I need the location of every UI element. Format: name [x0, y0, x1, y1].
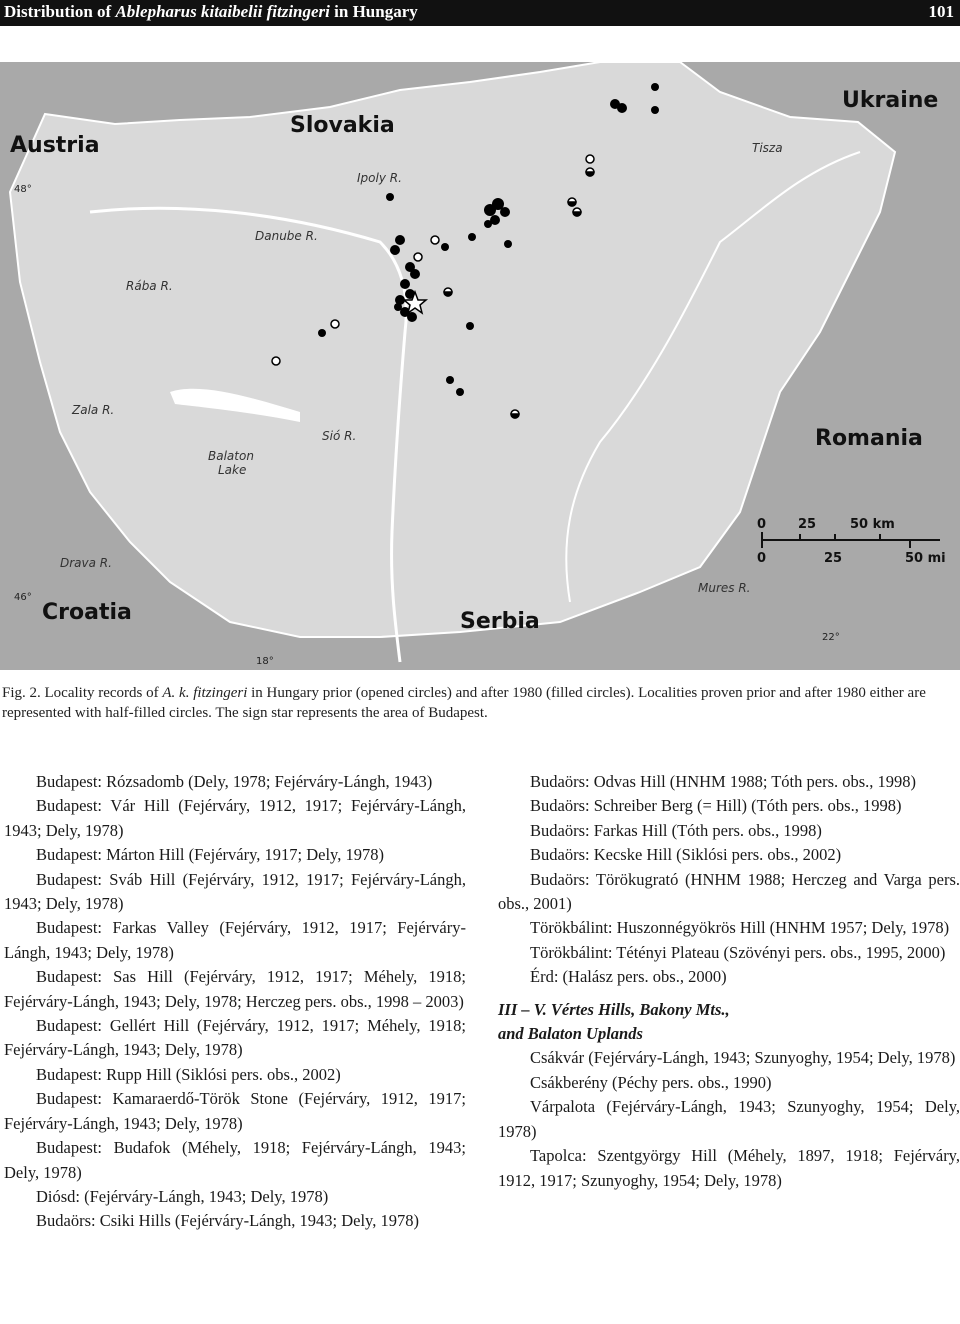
svg-text:25: 25 — [824, 551, 843, 566]
record-entry: Csákvár (Fejérváry-Lángh, 1943; Szunyoghy, 1954; Dely, 1978) — [530, 1048, 956, 1068]
label-serbia: Serbia — [460, 609, 540, 634]
label-zala: Zala R. — [72, 403, 115, 417]
label-mures: Mures R. — [698, 581, 751, 595]
svg-text:0: 0 — [757, 551, 767, 566]
record-entry: Budaörs: Törökugrató (HNHM 1988; Herczeg and Varga pers. obs., 2001) — [498, 869, 960, 914]
svg-text:0: 0 — [757, 517, 767, 532]
record-entry: Budaörs: Kecske Hill (Siklósi pers. obs., 2002) — [530, 845, 842, 865]
coord-48: 48° — [14, 184, 32, 195]
label-sio: Sió R. — [322, 429, 357, 443]
left-column — [4, 770, 466, 1234]
record-entry: Budaörs: Farkas Hill (Tóth pers. obs., 1998) — [530, 820, 822, 840]
label-drava: Drava R. — [60, 556, 112, 570]
svg-text:25: 25 — [798, 517, 817, 532]
record-entry: Tapolca: Szentgyörgy Hill (Méhely, 1897, 1918; Fejérváry, 1912, 1917; Szunyoghy, 1954; Dely, 1978) — [498, 1146, 960, 1190]
header-title: Distribution of Ablepharus kitaibelii fitzingeri in Hungary — [4, 2, 418, 21]
running-header — [0, 0, 960, 26]
label-danube: Danube R. — [255, 229, 318, 243]
svg-text:50 mi: 50 mi — [905, 551, 946, 566]
record-entry: Diósd: (Fejérváry-Lángh, 1943; Dely, 1978) — [36, 1186, 329, 1206]
label-raba: Rába R. — [126, 279, 173, 293]
svg-text:50 km: 50 km — [850, 517, 895, 532]
record-entry: Törökbálint: Huszonnégyökrös Hill (HNHM 1957; Dely, 1978) — [530, 918, 950, 938]
figure-label: Fig. 2. — [2, 685, 41, 701]
label-romania: Romania — [815, 426, 923, 451]
record-entry: Budapest: Farkas Valley (Fejérváry, 1912, 1917; Fejérváry-Lángh, 1943; Dely, 1978) — [4, 918, 466, 962]
record-entry: Budapest: Sas Hill (Fejérváry, 1912, 1917; Méhely, 1918; Fejérváry-Lángh, 1943; Dely, 1978; Herczeg pers. obs., 1998 – 2003) — [4, 967, 466, 1011]
record-entry: Budapest: Budafok (Méhely, 1918; Fejérváry-Lángh, 1943; Dely, 1978) — [4, 1138, 466, 1182]
caption-species: A. k. fitzingeri — [162, 685, 248, 701]
record-entry: Budaörs: Odvas Hill (HNHM 1988; Tóth pers. obs., 1998) — [530, 772, 917, 791]
label-tisza: Tisza — [752, 141, 783, 155]
record-entry: Várpalota (Fejérváry-Lángh, 1943; Szunyoghy, 1954; Dely, 1978) — [498, 1097, 960, 1141]
label-slovakia: Slovakia — [290, 113, 395, 138]
section-heading: III – V. Vértes Hills, Bakony Mts., and Balaton Uplands — [498, 999, 730, 1044]
distribution-map — [0, 62, 960, 670]
coord-22: 22° — [822, 632, 840, 643]
record-entry: Budapest: Gellért Hill (Fejérváry, 1912, 1917; Méhely, 1918; Fejérváry-Lángh, 1943; Dely, 1978) — [4, 1016, 466, 1060]
label-croatia: Croatia — [42, 600, 132, 625]
record-entry: Törökbálint: Tétényi Plateau (Szövényi pers. obs., 1995, 2000) — [530, 942, 946, 962]
record-entry: Budapest: Rupp Hill (Siklósi pers. obs., 2002) — [36, 1064, 341, 1084]
label-lake: Lake — [218, 463, 247, 477]
record-entry: Budapest: Rózsadomb (Dely, 1978; Fejérváry-Lángh, 1943) — [36, 772, 433, 791]
record-entry: Budaörs: Csiki Hills (Fejérváry-Lángh, 1943; Dely, 1978) — [36, 1211, 419, 1231]
right-column — [498, 770, 960, 1193]
record-entry: Érd: (Halász pers. obs., 2000) — [530, 967, 727, 987]
record-entry: Budapest: Kamaraerdő-Török Stone (Fejérváry, 1912, 1917; Fejérváry-Lángh, 1943; Dely, 1978) — [4, 1089, 466, 1133]
page-number: 101 — [928, 2, 954, 21]
coord-46: 46° — [14, 592, 32, 603]
label-balaton: Balaton — [208, 449, 254, 463]
record-entry: Csákberény (Péchy pers. obs., 1990) — [530, 1072, 772, 1092]
label-ukraine: Ukraine — [842, 88, 939, 113]
label-ipoly: Ipoly R. — [357, 171, 402, 185]
record-entry: Budapest: Márton Hill (Fejérváry, 1917; Dely, 1978) — [36, 845, 384, 865]
coord-18: 18° — [256, 656, 274, 667]
record-entry: Budapest: Vár Hill (Fejérváry, 1912, 1917; Fejérváry-Lángh, 1943; Dely, 1978) — [4, 796, 466, 840]
figure-caption: Fig. 2. Locality records of A. k. fitzingeri in Hungary prior (opened circles) and after 1980 (filled circles). Localities proven prior and after 1980 either are represented with half-filled circles. The sign star represents the area of Budapest. — [2, 685, 926, 721]
label-austria: Austria — [10, 133, 100, 158]
record-entry: Budaörs: Schreiber Berg (= Hill) (Tóth pers. obs., 1998) — [530, 796, 902, 816]
record-entry: Budapest: Sváb Hill (Fejérváry, 1912, 1917; Fejérváry-Lángh, 1943; Dely, 1978) — [4, 869, 466, 914]
